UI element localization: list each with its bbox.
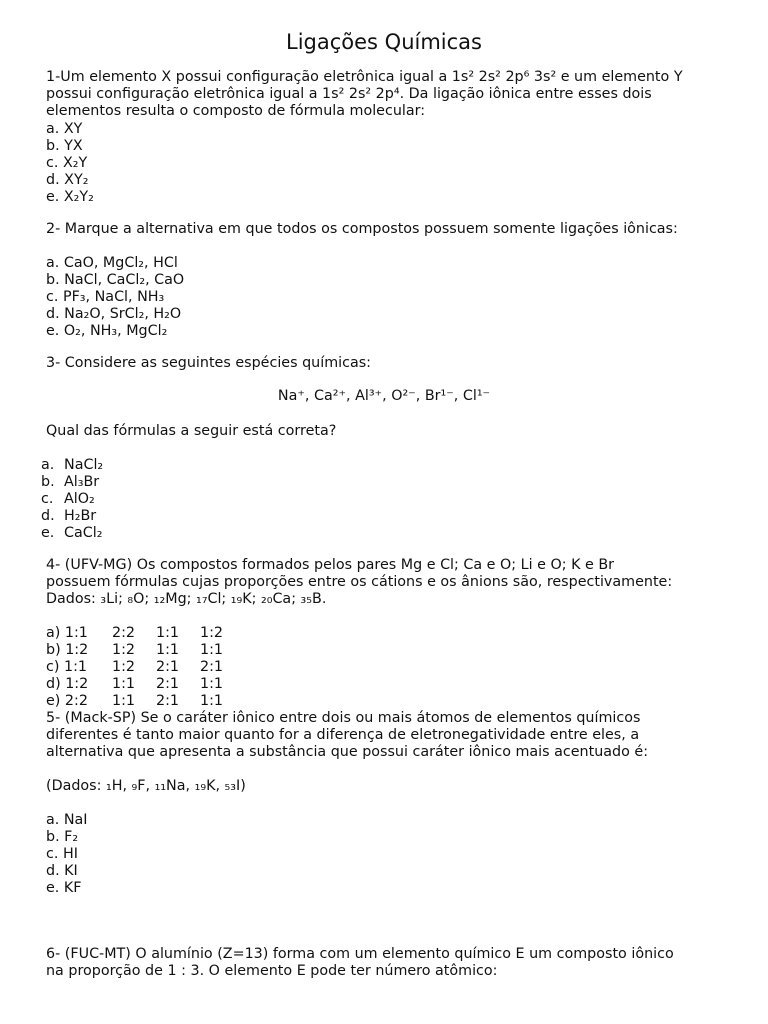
- q3-option-e: [41, 525, 102, 542]
- q5-line3: alternativa que apresenta a substância que possui caráter iônico mais acentuado é:: [46, 744, 649, 760]
- q5-option-a: a. NaI: [46, 812, 88, 828]
- option-cell: d) 1:2: [46, 676, 89, 692]
- option-cell: 1:1: [200, 642, 224, 658]
- option-cell: 1:2: [112, 642, 136, 658]
- q4-option-c: [46, 659, 230, 676]
- option-cell: 1:1: [112, 693, 136, 709]
- option-text: H₂Br: [64, 508, 97, 524]
- q5-option-d: d. KI: [46, 863, 78, 879]
- option-text: NaCl₂: [64, 457, 104, 473]
- q2-option-b: b. NaCl, CaCl₂, CaO: [46, 272, 185, 288]
- option-cell: e) 2:2: [46, 693, 88, 709]
- q2-option-d: d. Na₂O, SrCl₂, H₂O: [46, 306, 182, 322]
- option-cell: c) 1:1: [46, 659, 87, 675]
- q4-line1: 4- (UFV-MG) Os compostos formados pelos pares Mg e Cl; Ca e O; Li e O; K e Br: [46, 557, 615, 573]
- option-text: Al₃Br: [64, 474, 100, 490]
- q5-line2: diferentes é tanto maior quanto for a diferença de eletronegatividade entre eles, a: [46, 727, 640, 743]
- q5-option-c: c. HI: [46, 846, 78, 862]
- q3-line1: 3- Considere as seguintes espécies químicas:: [46, 355, 371, 371]
- option-key: c.: [41, 491, 54, 507]
- q5-option-e: e. KF: [46, 880, 82, 896]
- option-cell: 2:1: [156, 659, 180, 675]
- q4-option-d: [46, 676, 230, 693]
- q5-option-b: b. F₂: [46, 829, 79, 845]
- option-cell: 1:2: [112, 659, 136, 675]
- q4-line2: possuem fórmulas cujas proporções entre os cátions e os ânions são, respectivamente:: [46, 574, 673, 590]
- option-cell: 2:1: [156, 676, 180, 692]
- option-cell: b) 1:2: [46, 642, 89, 658]
- option-text: CaCl₂: [64, 525, 103, 541]
- q1-line2: possui configuração eletrônica igual a 1s² 2s² 2p⁴. Da ligação iônica entre esses dois: [46, 86, 652, 102]
- q5-line1: 5- (Mack-SP) Se o caráter iônico entre dois ou mais átomos de elementos químicos: [46, 710, 641, 726]
- option-key: a.: [41, 457, 55, 473]
- q1-line3: elementos resulta o composto de fórmula molecular:: [46, 103, 426, 119]
- q4-option-b: [46, 642, 230, 659]
- q3-option-b: [41, 474, 99, 491]
- q6-line2: na proporção de 1 : 3. O elemento E pode ter número atômico:: [46, 963, 498, 979]
- q2-option-a: a. CaO, MgCl₂, HCl: [46, 255, 178, 271]
- option-cell: 1:1: [156, 625, 180, 641]
- page-title: Ligações Químicas: [286, 30, 482, 54]
- option-cell: 2:1: [156, 693, 180, 709]
- option-cell: 1:1: [200, 693, 224, 709]
- option-cell: 1:2: [200, 625, 224, 641]
- q1-option-b: b. YX: [46, 138, 83, 154]
- option-key: d.: [41, 508, 55, 524]
- q2-line1: 2- Marque a alternativa em que todos os compostos possuem somente ligações iônicas:: [46, 221, 678, 237]
- option-cell: 1:1: [112, 676, 136, 692]
- q4-option-a: [46, 625, 230, 642]
- q1-option-c: c. X₂Y: [46, 155, 88, 171]
- option-text: AlO₂: [64, 491, 95, 507]
- q3-option-c: [41, 491, 95, 508]
- option-cell: 1:1: [156, 642, 180, 658]
- option-cell: 2:1: [200, 659, 224, 675]
- q5-data: (Dados: ₁H, ₉F, ₁₁Na, ₁₉K, ₅₃I): [46, 778, 246, 794]
- q3-option-d: [41, 508, 96, 525]
- q4-option-e: [46, 693, 230, 710]
- q6-line1: 6- (FUC-MT) O alumínio (Z=13) forma com um elemento químico E um composto iônico: [46, 946, 674, 962]
- option-key: b.: [41, 474, 55, 490]
- q3-question: Qual das fórmulas a seguir está correta?: [46, 423, 337, 439]
- q1-option-e: e. X₂Y₂: [46, 189, 94, 205]
- option-cell: a) 1:1: [46, 625, 88, 641]
- q1-line1: 1-Um elemento X possui configuração eletrônica igual a 1s² 2s² 2p⁶ 3s² e um elemento Y: [46, 69, 683, 85]
- option-key: e.: [41, 525, 55, 541]
- q3-species: Na⁺, Ca²⁺, Al³⁺, O²⁻, Br¹⁻, Cl¹⁻: [277, 388, 491, 404]
- q1-option-a: a. XY: [46, 121, 83, 137]
- q1-option-d: d. XY₂: [46, 172, 89, 188]
- option-cell: 2:2: [112, 625, 136, 641]
- q2-option-e: e. O₂, NH₃, MgCl₂: [46, 323, 168, 339]
- q3-option-a: [41, 457, 103, 474]
- option-cell: 1:1: [200, 676, 224, 692]
- q4-line3: Dados: ₃Li; ₈O; ₁₂Mg; ₁₇Cl; ₁₉K; ₂₀Ca; ₃₅B.: [46, 591, 327, 607]
- q2-option-c: c. PF₃, NaCl, NH₃: [46, 289, 165, 305]
